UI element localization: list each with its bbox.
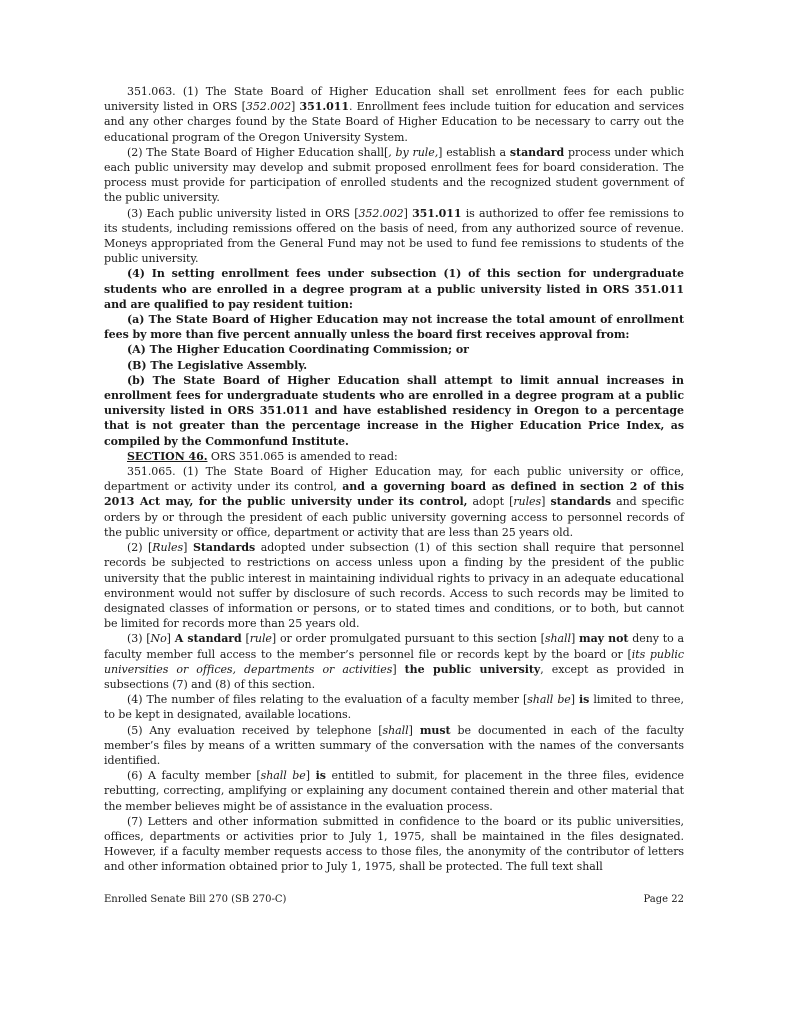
paragraph-p4 — [104, 266, 684, 312]
text-segment: ] — [392, 662, 405, 676]
text-segment: (3) [ — [127, 632, 151, 646]
text-segment: 351.063. (1) The State Board of Higher Education shall set enrollment fees for each public university listed in ORS [ — [104, 85, 684, 114]
text-segment: Standards — [192, 541, 256, 555]
text-segment: and specific orders by or through the president of each public university governing access to personnel records of the public university or office, department or activity that are less than 25 years old. — [104, 495, 684, 539]
text-segment: and a governing board as defined in section 2 of this 2013 Act may, for the public university under its control, — [104, 480, 684, 509]
text-segment: ] — [541, 495, 551, 509]
text-segment: (2) The State Board of Higher Education shall[ — [127, 145, 389, 159]
text-segment: (A) The Higher Education Coordinating Commission; or — [127, 343, 469, 357]
document-body — [104, 84, 684, 875]
text-segment: shall be — [527, 693, 571, 707]
text-segment: shall — [544, 632, 571, 646]
text-segment: ] — [183, 541, 193, 555]
text-segment: (B) The Legislative Assembly. — [127, 358, 308, 372]
paragraph-p8 — [104, 373, 684, 449]
paragraph-p13 — [104, 692, 684, 722]
text-segment: ] establish a — [438, 145, 510, 159]
text-segment: ] — [570, 632, 580, 646]
text-segment: [ — [241, 632, 250, 646]
text-segment: (2) [ — [127, 541, 153, 555]
text-segment: shall be — [260, 769, 306, 783]
text-segment: is authorized to offer fee remissions to its students, including remissions offered on the basis of need, from any authorized source of revenue. Moneys appropriated from the General Fund may not be used to fund fee remissions to students of the public university. — [104, 206, 684, 266]
text-segment: limited to three, to be kept in designated, available locations. — [104, 693, 684, 722]
text-segment: ] or order promulgated pursuant to this section [ — [271, 632, 545, 646]
text-segment: standard — [509, 145, 565, 159]
text-segment: process under which each public university may develop and submit proposed enrollment fees for board consideration. The process must provide for participation of enrolled students and the recognized student government of the public university. — [104, 145, 684, 205]
paragraph-p9 — [104, 449, 684, 464]
paragraph-p5 — [104, 312, 684, 342]
footer-page-number: Page 22 — [643, 894, 684, 905]
paragraph-p3 — [104, 206, 684, 267]
text-segment: ] — [291, 100, 300, 114]
text-segment: 352.002 — [245, 100, 292, 114]
text-segment: is — [315, 769, 326, 783]
paragraph-p11 — [104, 540, 684, 631]
text-segment: standards — [550, 495, 611, 509]
text-segment: its public universities or offices, departments or activities — [104, 647, 684, 676]
text-segment: ] — [403, 206, 413, 220]
paragraph-p16 — [104, 814, 684, 875]
text-segment: adopted under subsection (1) of this section shall require that personnel records be subjected to restrictions on access unless upon a finding by the president of the public university that the public interest in maintaining individual rights to privacy in an adequate educational environment would not suffer by disclosure of such records. Access to such records may be limited to designated classes of information or persons, or to stated times and conditions, or to both, but cannot be limited for records more than 25 years old. — [104, 541, 684, 631]
text-segment: 352.002 — [358, 206, 404, 220]
paragraph-p6 — [104, 342, 684, 357]
text-segment: . Enrollment fees include tuition for education and services and any other charges found by the State Board of Higher Education to be necessary to carry out the educational program of the Oregon University System. — [104, 100, 684, 144]
text-segment: ] — [166, 632, 175, 646]
text-segment: , except as provided in subsections (7) and (8) of this section. — [104, 662, 685, 691]
text-segment: (5) Any evaluation received by telephone [ — [127, 723, 383, 737]
text-segment: may not — [579, 632, 629, 646]
text-segment: shall — [382, 723, 409, 737]
text-segment: 351.065. (1) The State Board of Higher Education may, for each public university or office, department or activity under its control, — [104, 465, 684, 494]
paragraph-p10 — [104, 464, 684, 540]
footer-bill-title: Enrolled Senate Bill 270 (SB 270-C) — [104, 894, 287, 905]
text-segment: is — [579, 693, 590, 707]
text-segment: , by rule, — [388, 145, 439, 159]
text-segment: (4) The number of files relating to the evaluation of a faculty member [ — [127, 693, 528, 707]
text-segment: (6) A faculty member [ — [127, 769, 261, 783]
text-segment: adopt [ — [467, 495, 514, 509]
text-segment: ORS 351.065 is amended to read: — [207, 449, 398, 463]
text-segment: SECTION 46. — [127, 449, 208, 463]
text-segment: rule — [249, 632, 272, 646]
paragraph-p15 — [104, 768, 684, 814]
paragraph-p2 — [104, 145, 684, 206]
paragraph-p1 — [104, 84, 684, 145]
text-segment: A standard — [174, 632, 242, 646]
text-segment: (a) The State Board of Higher Education may not increase the total amount of enrollment fees by more than five percent annually unless the board first receives approval from: — [104, 313, 684, 342]
paragraph-p14 — [104, 723, 684, 769]
text-segment: (3) Each public university listed in ORS [ — [127, 206, 359, 220]
text-segment: (7) Letters and other information submitted in confidence to the board or its public universities, offices, departments or activities prior to July 1, 1975, shall be maintained in the files designated. However, if a faculty member requests access to those files, the anonymity of the contributor of letters and other information obtained prior to July 1, 1975, shall be protected. The full text shall — [104, 814, 684, 874]
text-segment: the public university — [404, 662, 541, 676]
text-segment: ] — [408, 723, 420, 737]
text-segment: ] — [570, 693, 580, 707]
text-segment: 351.011 — [412, 206, 462, 220]
text-segment: 351.011 — [299, 100, 349, 114]
text-segment: rules — [513, 495, 542, 509]
text-segment: deny to a faculty member full access to the member’s personnel file or records kept by the board or [ — [104, 632, 684, 661]
text-segment: be documented in each of the faculty member’s files by means of a written summary of the conversation with the names of the conversants identified. — [104, 723, 684, 767]
paragraph-p12 — [104, 631, 684, 692]
text-segment: Rules — [152, 541, 184, 555]
text-segment: must — [419, 723, 451, 737]
text-segment: entitled to submit, for placement in the three files, evidence rebutting, correcting, amplifying or explaining any document contained therein and other material that the member believes might be of assistance in the evaluation process. — [104, 769, 684, 813]
text-segment: ] — [305, 769, 316, 783]
text-segment: (4) In setting enrollment fees under subsection (1) of this section for undergraduate students who are enrolled in a degree program at a public university listed in ORS 351.011 and are qualified to pay resident tuition: — [104, 267, 684, 311]
paragraph-p7 — [104, 358, 684, 373]
text-segment: No — [150, 632, 167, 646]
text-segment: (b) The State Board of Higher Education shall attempt to limit annual increases in enrollment fees for undergraduate students who are enrolled in a degree program at a public university listed in ORS 351.011 and have established residency in Oregon to a percentage that is not greater than the percentage increase in the Higher Education Price Index, as compiled by the Commonfund Institute. — [104, 373, 684, 448]
